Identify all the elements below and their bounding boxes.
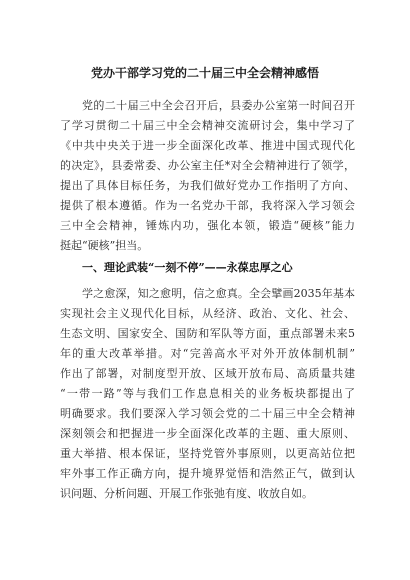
paragraph-1-line: 了学习贯彻二十届三中全会精神交流研讨会，集中学习了 (60, 119, 355, 132)
paragraph-1-line: 挺起“硬核”担当。 (60, 239, 149, 252)
paragraph-2-line: 牢外事工作正确方向，提升境界觉悟和浩然正气，做到认 (60, 467, 355, 480)
paragraph-2-line: 识问题、分析问题、开展工作张弛有度、收放自如。 (60, 487, 313, 500)
paragraph-1-line: 三中全会精神，锤炼内功，强化本领，锻造“硬核”能力 (60, 219, 355, 232)
paragraph-1-line: 的决定》，县委常委、办公室主任*对全会精神进行了领学， (60, 159, 355, 172)
paragraph-2-line: 深刻领会和把握进一步全面深化改革的主题、重大原则、 (60, 427, 355, 440)
paragraph-2-line: 学之愈深，知之愈明，信之愈真。全会擘画2035年基本 (82, 287, 355, 300)
paragraph-2-line: 生态文明、国家安全、国防和军队等方面，重点部署未来5 (60, 327, 355, 340)
paragraph-2-line: 作出了部署，对制度型开放、区域开放布局、高质量共建 (60, 367, 355, 380)
paragraph-2-line: “一带一路”等与我们工作息息相关的业务板块都提出了 (60, 387, 355, 400)
section-heading: 一、理论武装“一刻不停”——永葆忠厚之心 (82, 261, 293, 274)
paragraph-2-line: 年的重大改革举措。对“完善高水平对外开放体制机制” (60, 347, 355, 360)
paragraph-2-line: 明确要求。我们要深入学习领会党的二十届三中全会精神 (60, 407, 355, 420)
paragraph-1-line: 党的二十届三中全会召开后，县委办公室第一时间召开 (82, 99, 355, 112)
paragraph-2-line: 实现社会主义现代化目标，从经济、政治、文化、社会、 (60, 307, 355, 320)
paragraph-1-line: 提供了根本遵循。作为一名党办干部，我将深入学习领会 (60, 199, 355, 212)
paragraph-1-line: 提出了具体目标任务，为我们做好党办工作指明了方向、 (60, 179, 355, 192)
document-title: 党办干部学习党的二十届三中全会精神感悟 (90, 66, 319, 80)
paragraph-1-line: 《中共中央关于进一步全面深化改革、推进中国式现代化 (60, 139, 355, 152)
paragraph-2-line: 重大举措、根本保证，坚持党管外事原则，以更高站位把 (60, 447, 355, 460)
